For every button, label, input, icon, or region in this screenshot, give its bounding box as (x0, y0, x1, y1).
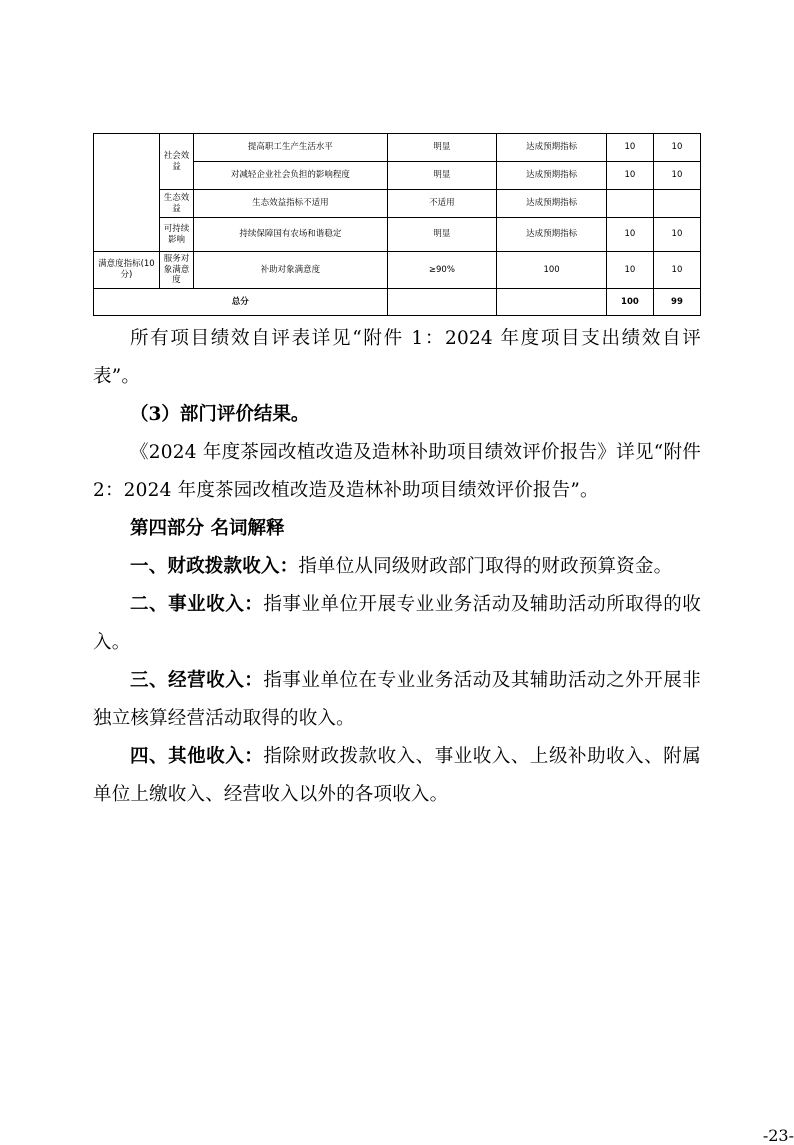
term-business-income (93, 586, 701, 662)
cell-score-get: 10 (653, 252, 700, 289)
cell-score-get (653, 190, 700, 218)
cell-target: 明显 (387, 218, 497, 252)
table-total-row (94, 288, 701, 315)
cell-score-get: 10 (653, 134, 700, 162)
cell-indicator-name: 生态效益指标不适用 (194, 190, 387, 218)
cell-actual: 达成预期指标 (497, 218, 607, 252)
cell-target: 明显 (387, 162, 497, 190)
cell-subcategory: 生态效益 (159, 190, 193, 218)
cell-score-full: 10 (606, 134, 653, 162)
cell-total-label: 总分 (94, 288, 388, 315)
term-text: 指除财政拨款收入、事业收入、上级补助收入、附属单位上缴收入、经营收入以外的各项收入。 (93, 745, 701, 805)
cell-actual: 达成预期指标 (497, 134, 607, 162)
heading-dept-eval: （3）部门评价结果。 (130, 403, 310, 425)
table-row (94, 134, 701, 162)
cell-category: 满意度指标(10分) (94, 252, 160, 289)
term-label: 二、事业收入： (130, 593, 264, 615)
term-label: 四、其他收入： (130, 745, 264, 767)
cell-target: 不适用 (387, 190, 497, 218)
page-content (93, 133, 794, 1145)
cell-score-get: 10 (653, 162, 700, 190)
cell-indicator-name: 持续保障国有农场和谐稳定 (194, 218, 387, 252)
cell-category (94, 134, 160, 252)
term-label: 一、财政拨款收入： (130, 555, 299, 577)
term-text: 指单位从同级财政部门取得的财政预算资金。 (298, 555, 673, 577)
cell-actual: 达成预期指标 (497, 190, 607, 218)
cell-actual: 达成预期指标 (497, 162, 607, 190)
cell-indicator-name: 补助对象满意度 (194, 252, 387, 289)
cell-subcategory: 服务对象满意度 (159, 252, 193, 289)
term-label: 三、经营收入： (130, 669, 264, 691)
paragraph-self-eval: 所有项目绩效自评表详见“附件 1：2024 年度项目支出绩效自评表”。 (93, 327, 701, 387)
page-number: -23- (762, 1126, 794, 1145)
table-row (94, 218, 701, 252)
cell-actual: 100 (497, 252, 607, 289)
table-row (94, 190, 701, 218)
cell-score-full (606, 190, 653, 218)
cell-target: 明显 (387, 134, 497, 162)
cell-target: ≥90% (387, 252, 497, 289)
term-other-income (93, 738, 701, 814)
heading-part-four: 第四部分 名词解释 (130, 517, 285, 539)
term-text: 指事业单位开展专业业务活动及辅助活动所取得的收入。 (93, 593, 701, 653)
term-operating-income (93, 662, 701, 738)
term-fiscal-appropriation (93, 548, 701, 586)
cell-score-full: 10 (606, 252, 653, 289)
cell-total-score-get: 99 (653, 288, 700, 315)
cell-total-blank1 (387, 288, 497, 315)
cell-total-blank2 (497, 288, 607, 315)
table-row (94, 252, 701, 289)
cell-subcategory: 可持续影响 (159, 218, 193, 252)
cell-score-full: 10 (606, 218, 653, 252)
cell-indicator-name: 提高职工生产生活水平 (194, 134, 387, 162)
cell-score-get: 10 (653, 218, 700, 252)
cell-total-score-full: 100 (606, 288, 653, 315)
cell-subcategory: 社会效益 (159, 134, 193, 190)
cell-indicator-name: 对减轻企业社会负担的影响程度 (194, 162, 387, 190)
paragraph-dept-eval: 《2024 年度茶园改植改造及造林补助项目绩效评价报告》详见“附件 2：2024 年度茶园改植改造及造林补助项目绩效评价报告”。 (93, 441, 701, 501)
term-text: 指事业单位在专业业务活动及其辅助活动之外开展非独立核算经营活动取得的收入。 (93, 669, 701, 729)
performance-table (93, 133, 701, 316)
cell-score-full: 10 (606, 162, 653, 190)
